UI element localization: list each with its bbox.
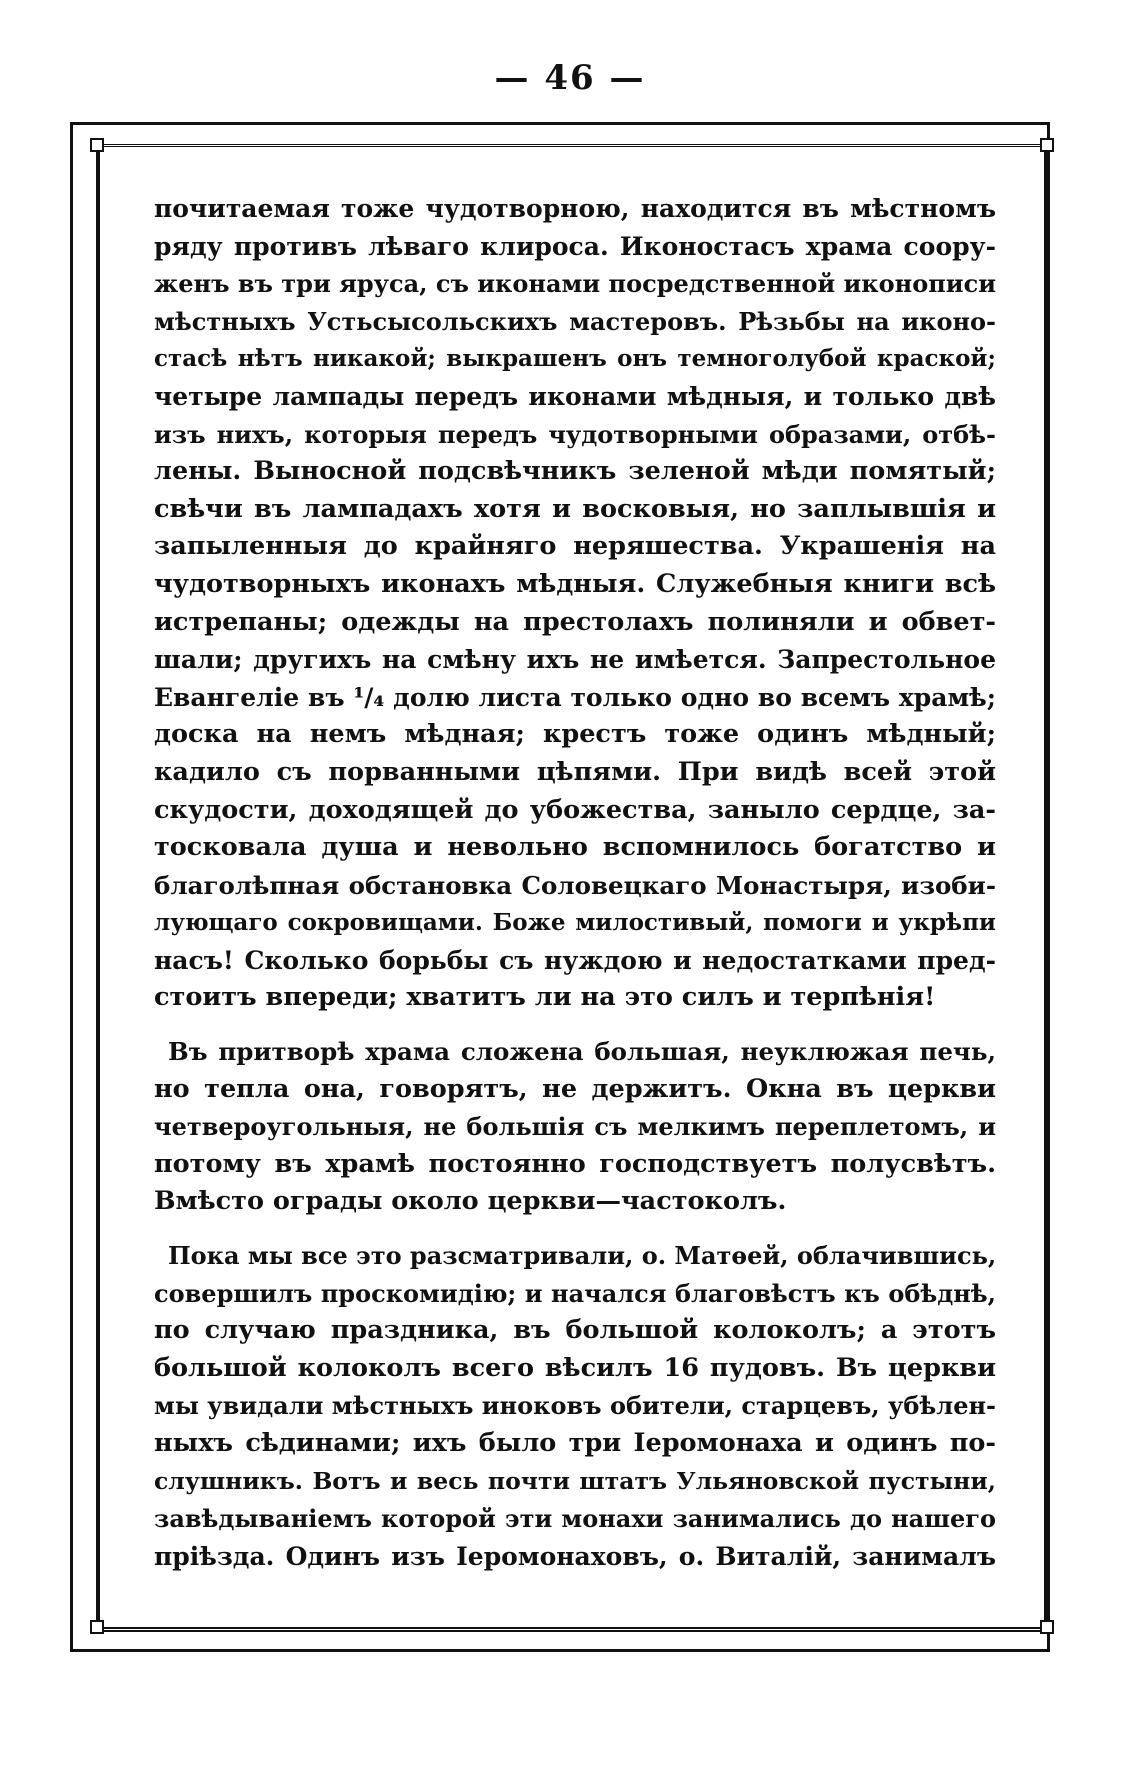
page-number: — 46 —: [494, 58, 646, 98]
text-line: четвероугольныя, не большія съ мелкимъ переплетомъ, и: [154, 1112, 996, 1142]
text-line: свѣчи въ лампадахъ хотя и восковыя, но заплывшія и: [154, 493, 996, 524]
text-line: мы увидали мѣстныхъ иноковъ обители, старцевъ, убѣлен-: [154, 1391, 996, 1421]
text-line: почитаемая тоже чудотворною, находится въ мѣстномъ: [154, 194, 996, 223]
text-line: стоитъ впереди; хватитъ ли на это силъ и терпѣнія!: [154, 982, 936, 1013]
text-line: тосковала душа и невольно вспомнилось богатство и: [154, 832, 996, 863]
text-line: насъ! Сколько борьбы съ нуждою и недостатками пред-: [154, 945, 996, 975]
frame-corner-ornament: [1040, 138, 1054, 152]
text-line: женъ въ три яруса, съ иконами посредственной иконописи: [154, 269, 996, 299]
text-line: слушникъ. Вотъ и весь почти штатъ Ульяновской пустыни,: [154, 1466, 996, 1495]
body-text: [154, 190, 996, 1575]
frame-corner-ornament: [1040, 1620, 1054, 1634]
paragraph-1: [154, 190, 996, 1017]
text-line: Пока мы все это разсматривали, о. Матѳей, облачившись,: [168, 1241, 997, 1271]
text-line: лены. Выносной подсвѣчникъ зеленой мѣди помятый;: [154, 456, 996, 487]
text-line: большой колоколъ всего вѣсилъ 16 пудовъ. Въ церкви: [154, 1352, 996, 1383]
text-line: чудотворныхъ иконахъ мѣдныя. Служебныя книги всѣ: [154, 568, 996, 599]
text-line: завѣдываніемъ которой эти монахи занимались до нашего: [154, 1504, 996, 1534]
text-line: Евангеліе въ ¹/₄ долю листа только одно во всемъ храмѣ;: [154, 682, 996, 712]
text-line: истрепаны; одежды на престолахъ полиняли и обвет-: [154, 606, 996, 637]
text-line: шали; другихъ на смѣну ихъ не имѣется. Запрестольное: [154, 645, 996, 675]
text-line: изъ нихъ, которыя передъ чудотворными образами, отбѣ-: [154, 419, 996, 449]
text-line: Вмѣсто ограды около церкви—частоколъ.: [154, 1186, 787, 1217]
text-line: потому въ храмѣ постоянно господствуетъ полусвѣтъ.: [154, 1148, 996, 1179]
text-line: совершилъ проскомидію; и начался благовѣстъ къ обѣднѣ,: [154, 1278, 996, 1308]
text-line: Въ притворѣ храма сложена большая, неуклюжая печь,: [168, 1037, 996, 1067]
text-line: пріѣзда. Одинъ изъ Іеромонаховъ, о. Виталій, занималъ: [154, 1541, 996, 1571]
text-line: скудости, доходящей до убожества, заныло сердце, за-: [154, 794, 996, 825]
text-line: запыленныя до крайняго неряшества. Украшенія на: [154, 531, 996, 562]
text-line: но тепла она, говорятъ, не держитъ. Окна въ церкви: [154, 1073, 996, 1104]
text-line: благолѣпная обстановка Соловецкаго Монастыря, изоби-: [154, 870, 996, 900]
text-line: лующаго сокровищами. Боже милостивый, помоги и укрѣпи: [154, 909, 996, 937]
frame-corner-ornament: [90, 138, 104, 152]
text-line: доска на немъ мѣдная; крестъ тоже одинъ мѣдный;: [154, 719, 996, 750]
frame-corner-ornament: [90, 1620, 104, 1634]
text-line: по случаю праздника, въ большой колоколъ; а этотъ: [154, 1315, 996, 1346]
text-line: ряду противъ лѣваго клироса. Иконостасъ храма соору-: [154, 231, 996, 261]
text-line: стасѣ нѣтъ никакой; выкрашенъ онъ темноголубой краской;: [154, 345, 996, 373]
text-line: кадило съ порванными цѣпями. При видѣ всей этой: [154, 756, 996, 787]
text-line: мѣстныхъ Устьсысольскихъ мастеровъ. Рѣзьбы на иконо-: [154, 306, 996, 336]
paragraph-3: [154, 1237, 996, 1575]
paragraph-2: [154, 1033, 996, 1221]
text-line: четыре лампады передъ иконами мѣдныя, и только двѣ: [154, 381, 996, 411]
text-line: ныхъ сѣдинами; ихъ было три Іеромонаха и одинъ по-: [154, 1428, 996, 1458]
